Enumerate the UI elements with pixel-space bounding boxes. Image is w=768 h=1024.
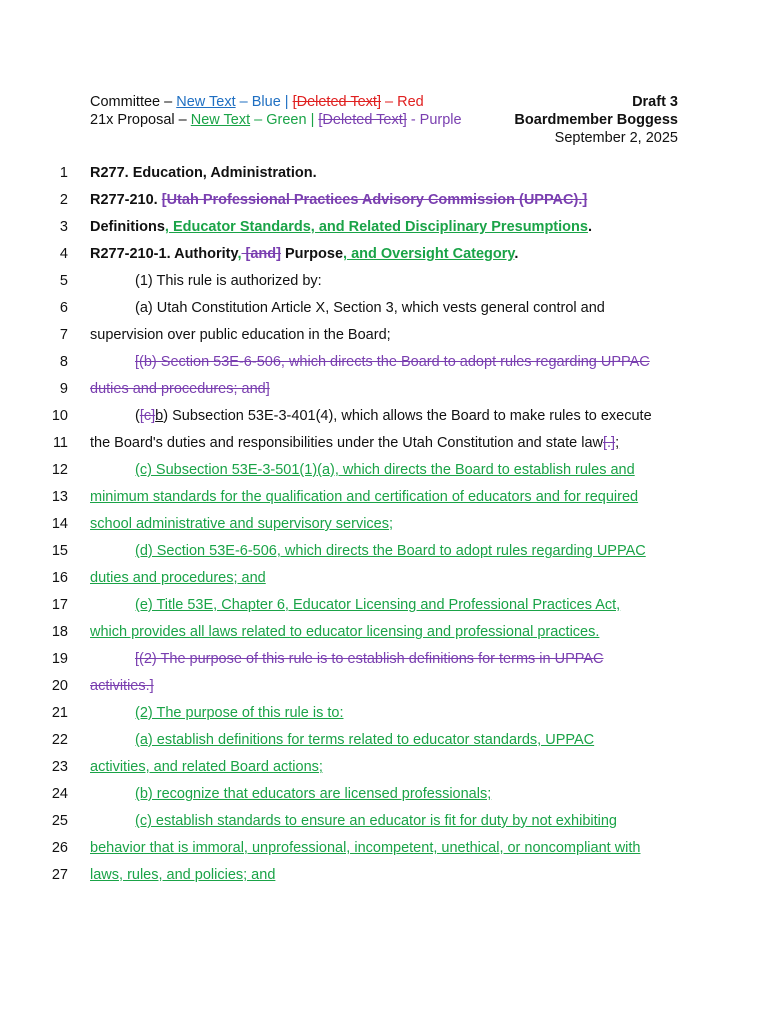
deleted-text: [.]	[603, 435, 616, 451]
line-text	[90, 241, 518, 268]
inserted-text: (2) The purpose of this rule is to:	[135, 705, 344, 721]
line-number: 1	[59, 165, 68, 181]
line-text	[90, 295, 605, 322]
legend-green-label: – Green |	[250, 112, 319, 128]
line-18	[0, 619, 768, 646]
deleted-text: [Utah Professional Practices Advisory Commission (UPPAC).]	[161, 192, 588, 208]
line-23	[0, 754, 768, 781]
legend-proposal-prefix: 21x Proposal –	[90, 112, 191, 128]
inserted-text: minimum standards for the qualification and certification of educators and for required	[90, 489, 639, 505]
legend-new-text-green: New Text	[190, 112, 251, 128]
line-text: R277. Education, Administration.	[90, 165, 317, 181]
line-number: 21	[51, 705, 68, 721]
plain-text: .	[514, 246, 519, 262]
line-text	[90, 349, 650, 376]
line-number: 2	[59, 192, 68, 208]
line-26	[0, 835, 768, 862]
inserted-text: school administrative and supervisory services;	[90, 516, 394, 532]
line-8	[0, 349, 768, 376]
inserted-text	[90, 538, 646, 565]
line-text	[90, 268, 322, 295]
line-16	[0, 565, 768, 592]
line-number: 23	[51, 759, 68, 775]
line-21	[0, 700, 768, 727]
plain-text: (1) This rule is authorized by:	[135, 273, 322, 289]
line-24	[0, 781, 768, 808]
inserted-text	[90, 700, 343, 727]
plain-text: (a) Utah Constitution Article X, Section 3, which vests general control and	[135, 300, 605, 316]
line-number: 9	[59, 381, 68, 397]
line-number: 22	[51, 732, 68, 748]
line-number: 18	[51, 624, 68, 640]
legend-deleted-text-red: [Deleted Text]	[292, 94, 381, 110]
line-number: 3	[59, 219, 68, 235]
line-text	[90, 403, 652, 430]
line-1	[0, 160, 768, 187]
line-number: 7	[59, 327, 68, 343]
inserted-text: ;	[615, 435, 620, 451]
header-row-2	[90, 111, 678, 129]
line-9	[0, 376, 768, 403]
plain-text: .	[587, 219, 592, 235]
section-id: R277-210.	[90, 192, 162, 208]
line-20	[0, 673, 768, 700]
line-7	[0, 322, 768, 349]
inserted-text: which provides all laws related to educator licensing and professional practices.	[90, 624, 600, 640]
line-number: 14	[51, 516, 68, 532]
legend-blue-label: – Blue |	[235, 94, 293, 110]
line-12	[0, 457, 768, 484]
deleted-text: [(2) The purpose of this rule is to establish definitions for terms in UPPAC	[135, 651, 604, 667]
plain-text: ) Subsection 53E-3-401(4), which allows the Board to make rules to execute	[163, 408, 652, 424]
line-number: 8	[59, 354, 68, 370]
plain-text: (	[135, 408, 140, 424]
line-2	[0, 187, 768, 214]
inserted-text: (c) establish standards to ensure an educator is fit for duty by not exhibiting	[135, 813, 617, 829]
line-number: 6	[59, 300, 68, 316]
inserted-text	[90, 781, 491, 808]
plain-text: R277-210-1. Authority	[90, 246, 238, 262]
line-text	[90, 214, 592, 241]
deleted-text: [(b) Section 53E-6-506, which directs the Board to adopt rules regarding UPPAC	[135, 354, 650, 370]
legend-purple-label: - Purple	[406, 112, 462, 128]
line-text	[90, 646, 604, 673]
document-header	[90, 93, 678, 147]
inserted-text: (a) establish definitions for terms related to educator standards, UPPAC	[135, 732, 595, 748]
inserted-text: ,	[237, 246, 242, 262]
line-19	[0, 646, 768, 673]
line-number: 17	[51, 597, 68, 613]
line-15	[0, 538, 768, 565]
inserted-text: b	[155, 408, 164, 424]
inserted-text: (d) Section 53E-6-506, which directs the Board to adopt rules regarding UPPAC	[135, 543, 646, 559]
line-number: 16	[51, 570, 68, 586]
line-3	[0, 214, 768, 241]
line-text	[90, 430, 619, 457]
line-25	[0, 808, 768, 835]
deleted-text: [c]	[139, 408, 156, 424]
line-number: 19	[51, 651, 68, 667]
draft-label: Draft 3	[632, 94, 678, 110]
line-number: 20	[51, 678, 68, 694]
inserted-text: , and Oversight Category	[343, 246, 515, 262]
line-17	[0, 592, 768, 619]
line-number: 5	[59, 273, 68, 289]
line-number: 12	[51, 462, 68, 478]
line-number: 11	[52, 435, 68, 451]
legend-committee-prefix: Committee –	[90, 94, 177, 110]
line-number: 24	[51, 786, 68, 802]
line-22	[0, 727, 768, 754]
line-number: 27	[51, 867, 68, 883]
deleted-text: [and]	[241, 246, 281, 262]
line-27	[0, 862, 768, 889]
inserted-text: behavior that is immoral, unprofessional, incompetent, unethical, or noncompliant with	[90, 840, 641, 856]
legend-red-label: – Red	[380, 94, 424, 110]
legend-committee	[90, 93, 424, 111]
line-number: 15	[51, 543, 68, 559]
date-label: September 2, 2025	[554, 130, 678, 146]
legend-deleted-text-purple: [Deleted Text]	[318, 112, 407, 128]
plain-text: Purpose	[280, 246, 344, 262]
header-row-3	[90, 129, 678, 147]
deleted-text: duties and procedures; and]	[90, 381, 270, 397]
inserted-text	[90, 457, 635, 484]
inserted-text: (e) Title 53E, Chapter 6, Educator Licensing and Professional Practices Act,	[135, 597, 621, 613]
inserted-text	[90, 592, 620, 619]
line-6	[0, 295, 768, 322]
header-row-1	[90, 93, 678, 111]
line-number: 10	[51, 408, 68, 424]
inserted-text	[90, 808, 617, 835]
plain-text: Definitions	[90, 219, 165, 235]
line-text	[90, 187, 587, 214]
inserted-text: (b) recognize that educators are licensed professionals;	[135, 786, 492, 802]
inserted-text	[90, 727, 594, 754]
line-5	[0, 268, 768, 295]
line-number: 26	[51, 840, 68, 856]
line-number: 13	[51, 489, 68, 505]
legend-new-text-blue: New Text	[176, 94, 236, 110]
line-13	[0, 484, 768, 511]
inserted-text: (c) Subsection 53E-3-501(1)(a), which directs the Board to establish rules and	[135, 462, 635, 478]
inserted-text: duties and procedures; and	[90, 570, 266, 586]
line-10	[0, 403, 768, 430]
author-label: Boardmember Boggess	[514, 112, 678, 128]
line-14	[0, 511, 768, 538]
line-4	[0, 241, 768, 268]
inserted-text: , Educator Standards, and Related Disciplinary Presumptions	[164, 219, 588, 235]
legend-proposal	[90, 111, 462, 129]
line-number: 4	[59, 246, 68, 262]
line-number: 25	[51, 813, 68, 829]
inserted-text: laws, rules, and policies; and	[90, 867, 276, 883]
deleted-text: activities.]	[90, 678, 154, 694]
line-text: supervision over public education in the Board;	[90, 327, 391, 343]
document-body	[0, 160, 768, 889]
line-11	[0, 430, 768, 457]
plain-text: the Board's duties and responsibilities under the Utah Constitution and state law	[90, 435, 603, 451]
inserted-text: activities, and related Board actions;	[90, 759, 323, 775]
